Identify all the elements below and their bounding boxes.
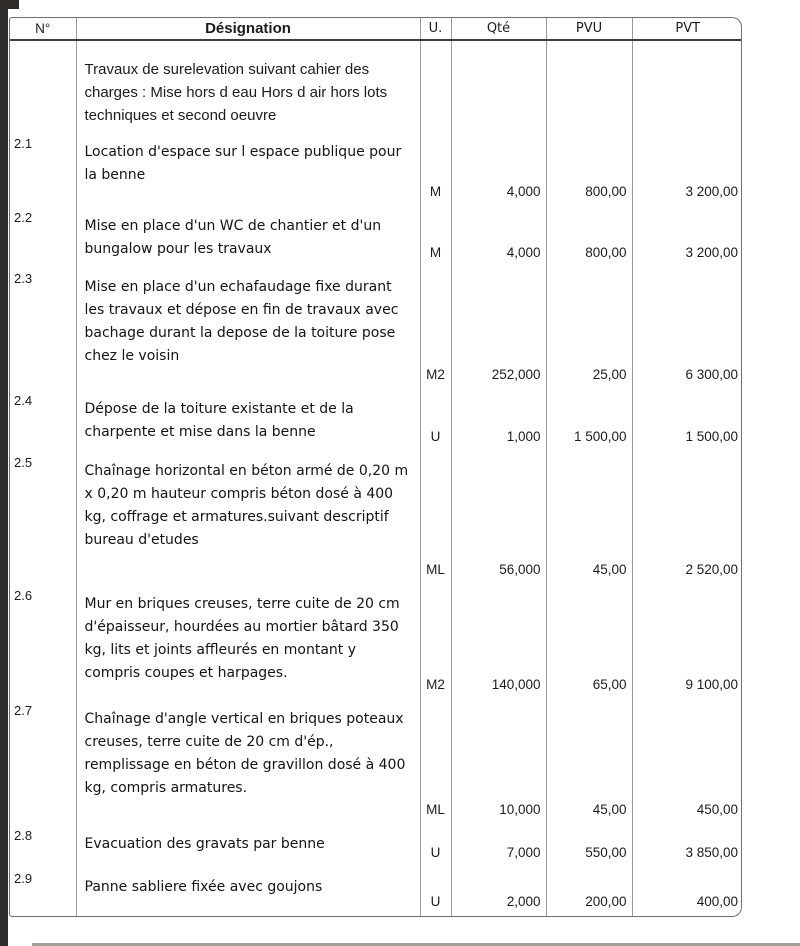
pvu-cell: 25,00 xyxy=(546,268,632,390)
table-body xyxy=(10,40,742,917)
designation-cell: Chaînage horizontal en béton armé de 0,20 m x 0,20 m hauteur compris béton dosé à 400 kg, coffrage et armatures.suivant descriptif bureau d'etudes xyxy=(76,452,420,585)
qty-cell: 140,000 xyxy=(451,585,546,700)
qty-cell: 4,000 xyxy=(451,207,546,268)
pvt-cell: 3 850,00 xyxy=(685,845,738,860)
row-number-cell: 2.1 xyxy=(10,133,76,207)
header-num: N° xyxy=(10,18,76,40)
row-number-cell: 2.7 xyxy=(10,700,76,825)
pvu-cell: 550,00 xyxy=(546,825,632,868)
qty-cell: 1,000 xyxy=(451,390,546,452)
scan-top-left-notch xyxy=(0,0,19,9)
table-row xyxy=(10,207,742,268)
designation-cell: Mise en place d'un WC de chantier et d'un bungalow pour les travaux xyxy=(76,207,420,268)
designation-cell: Panne sabliere fixée avec goujons xyxy=(76,868,420,917)
table-row xyxy=(10,133,742,207)
pvt-cell xyxy=(632,40,742,133)
unit-cell: ML xyxy=(420,452,451,585)
pvu-cell: 45,00 xyxy=(546,700,632,825)
designation-cell: Chaînage d'angle vertical en briques poteaux creuses, terre cuite de 20 cm d'ép., remplissage en béton de gravillon dosé à 400 kg, compris armatures. xyxy=(76,700,420,825)
pvu-cell: 800,00 xyxy=(546,207,632,268)
qty-cell xyxy=(451,40,546,133)
qty-cell: 2,000 xyxy=(451,868,546,917)
row-number-cell: 2.8 xyxy=(10,825,76,868)
table-row xyxy=(10,585,742,700)
row-number-cell: 2.5 xyxy=(10,452,76,585)
unit-cell: M xyxy=(420,207,451,268)
pvu-cell: 200,00 xyxy=(546,868,632,917)
table-row xyxy=(10,700,742,825)
designation-cell: Mise en place d'un echafaudage fixe durant les travaux et dépose en fin de travaux avec bachage durant la depose de la toiture pose chez le voisin xyxy=(76,268,420,390)
header-pvt: PVT xyxy=(632,18,742,40)
pvu-cell: 800,00 xyxy=(546,133,632,207)
table-header xyxy=(10,18,742,40)
quote-table xyxy=(10,18,742,917)
pvt-cell: 3 200,00 xyxy=(685,245,738,260)
header-designation: Désignation xyxy=(76,18,420,40)
unit-cell: U xyxy=(420,868,451,917)
unit-cell: M xyxy=(420,133,451,207)
header-qty: Qté xyxy=(451,18,546,40)
table-row xyxy=(10,452,742,585)
quote-table-container xyxy=(9,17,742,917)
designation-cell: Location d'espace sur l espace publique pour la benne xyxy=(76,133,420,207)
pvu-cell xyxy=(546,40,632,133)
header-row xyxy=(10,18,742,40)
qty-cell: 7,000 xyxy=(451,825,546,868)
pvt-cell: 9 100,00 xyxy=(685,677,738,692)
qty-cell: 252,000 xyxy=(451,268,546,390)
pvu-cell: 45,00 xyxy=(546,452,632,585)
designation-cell: Travaux de surelevation suivant cahier des charges : Mise hors d eau Hors d air hors lots techniques et second oeuvre xyxy=(76,40,420,133)
qty-cell: 10,000 xyxy=(451,700,546,825)
unit-cell: U xyxy=(420,390,451,452)
pvt-cell: 1 500,00 xyxy=(685,429,738,444)
unit-cell: M2 xyxy=(420,268,451,390)
row-number-cell: 2.3 xyxy=(10,268,76,390)
unit-cell: M2 xyxy=(420,585,451,700)
designation-cell: Evacuation des gravats par benne xyxy=(76,825,420,868)
unit-cell: ML xyxy=(420,700,451,825)
table-row xyxy=(10,868,742,917)
header-unit: U. xyxy=(420,18,451,40)
pvt-cell: 3 200,00 xyxy=(685,184,738,199)
pvt-cell: 2 520,00 xyxy=(685,562,738,577)
designation-cell: Dépose de la toiture existante et de la charpente et mise dans la benne xyxy=(76,390,420,452)
qty-cell: 56,000 xyxy=(451,452,546,585)
row-number-cell: 2.6 xyxy=(10,585,76,700)
pvt-cell: 6 300,00 xyxy=(685,367,738,382)
row-number-cell: 2.2 xyxy=(10,207,76,268)
row-number-cell: 2.9 xyxy=(10,868,76,917)
table-row xyxy=(10,40,742,133)
table-row xyxy=(10,825,742,868)
row-number-cell xyxy=(10,40,76,133)
qty-cell: 4,000 xyxy=(451,133,546,207)
table-row xyxy=(10,390,742,452)
pvu-cell: 1 500,00 xyxy=(546,390,632,452)
designation-cell: Mur en briques creuses, terre cuite de 20 cm d'épaisseur, hourdées au mortier bâtard 350 kg, lits et joints affleurés en montant y compris coupes et harpages. xyxy=(76,585,420,700)
pvu-cell: 65,00 xyxy=(546,585,632,700)
pvt-cell: 400,00 xyxy=(696,894,738,909)
table-row xyxy=(10,268,742,390)
header-pvu: PVU xyxy=(546,18,632,40)
unit-cell: U xyxy=(420,825,451,868)
unit-cell xyxy=(420,40,451,133)
scan-left-edge-bar xyxy=(0,2,8,946)
pvt-cell: 450,00 xyxy=(696,802,738,817)
row-number-cell: 2.4 xyxy=(10,390,76,452)
